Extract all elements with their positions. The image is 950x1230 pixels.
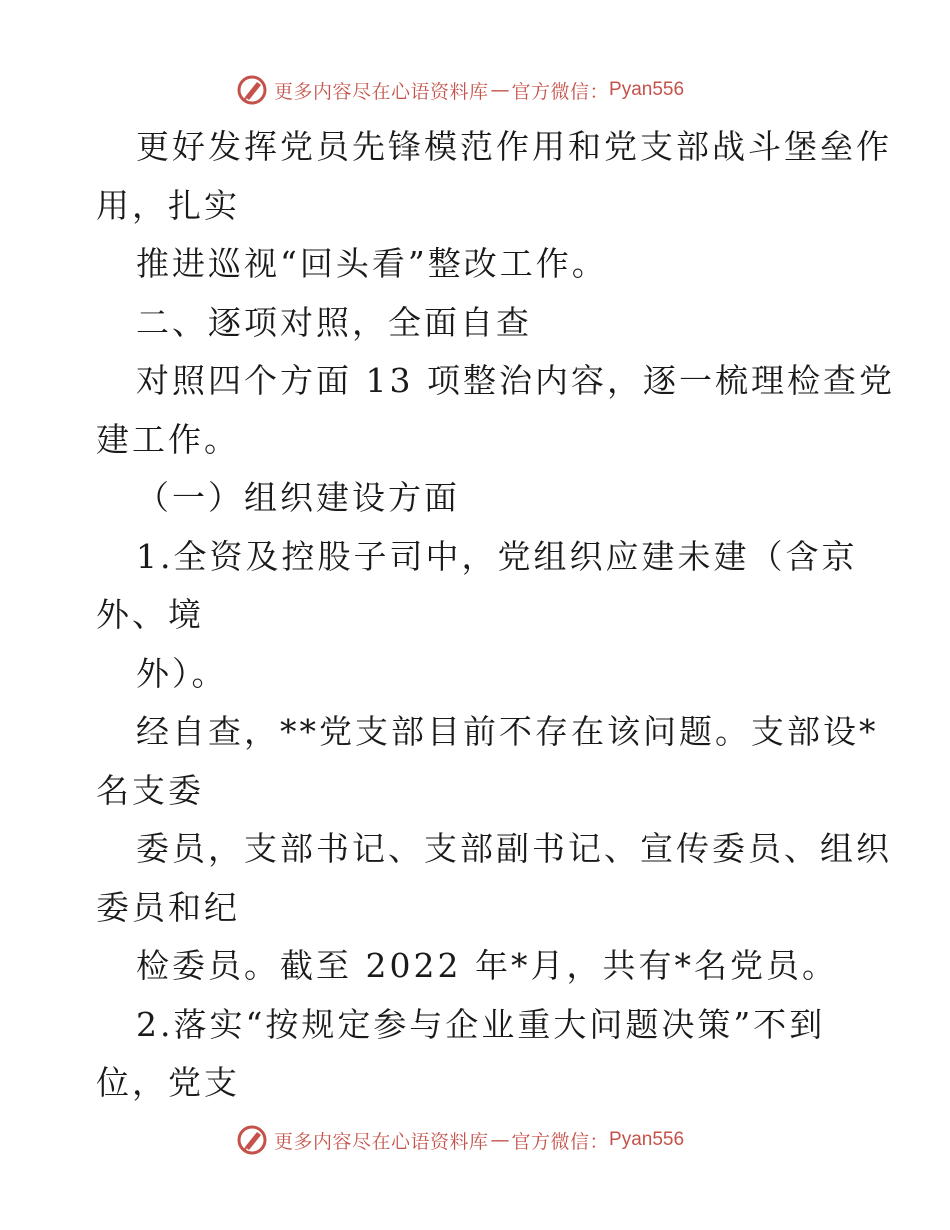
text-line: 外、境 [96,595,204,634]
pen-seal-logo-icon [236,74,268,106]
watermark-label: 官方微信： [511,80,610,103]
watermark-id: Pyan556 [609,79,685,100]
text-line: 建工作。 [96,419,240,459]
text-line: 推进巡视“回头看”整改工作。 [136,244,608,283]
watermark-dash: — [490,1129,510,1151]
pen-seal-logo-icon [236,1124,268,1156]
text-line: 2.落实“按规定参与企业重大问题决策”不到 [136,1004,826,1044]
watermark-id: Pyan556 [609,1129,685,1150]
header-watermark [236,72,684,108]
text-line: 外）。 [136,653,228,693]
text-line: 委员和纪 [96,887,240,927]
text-line: 1.全资及控股子司中，党组织应建未建（含京 [136,536,858,576]
text-line: 检委员。截至 2022 年*月，共有*名党员。 [136,946,838,985]
footer-watermark [236,1122,684,1158]
watermark-label: 官方微信： [511,1130,610,1153]
watermark-text: 更多内容尽在心语资料库 [274,1130,489,1153]
section-heading: 二、逐项对照，全面自查 [136,302,532,342]
text-line: 位，党支 [96,1063,240,1102]
text-line: 用，扎实 [96,185,240,225]
watermark-text: 更多内容尽在心语资料库 [274,80,489,103]
text-line: 委员，支部书记、支部副书记、宣传委员、组织 [136,829,892,868]
text-line: 更好发挥党员先锋模范作用和党支部战斗堡垒作 [136,127,892,166]
text-line: 对照四个方面 13 项整治内容，逐一梳理检查党 [136,361,895,400]
text-line: 经自查，**党支部目前不存在该问题。支部设* [136,712,879,751]
document-body [96,118,895,1113]
watermark-dash: — [490,79,510,101]
subsection-heading: （一）组织建设方面 [136,478,460,517]
text-line: 名支委 [96,770,204,810]
